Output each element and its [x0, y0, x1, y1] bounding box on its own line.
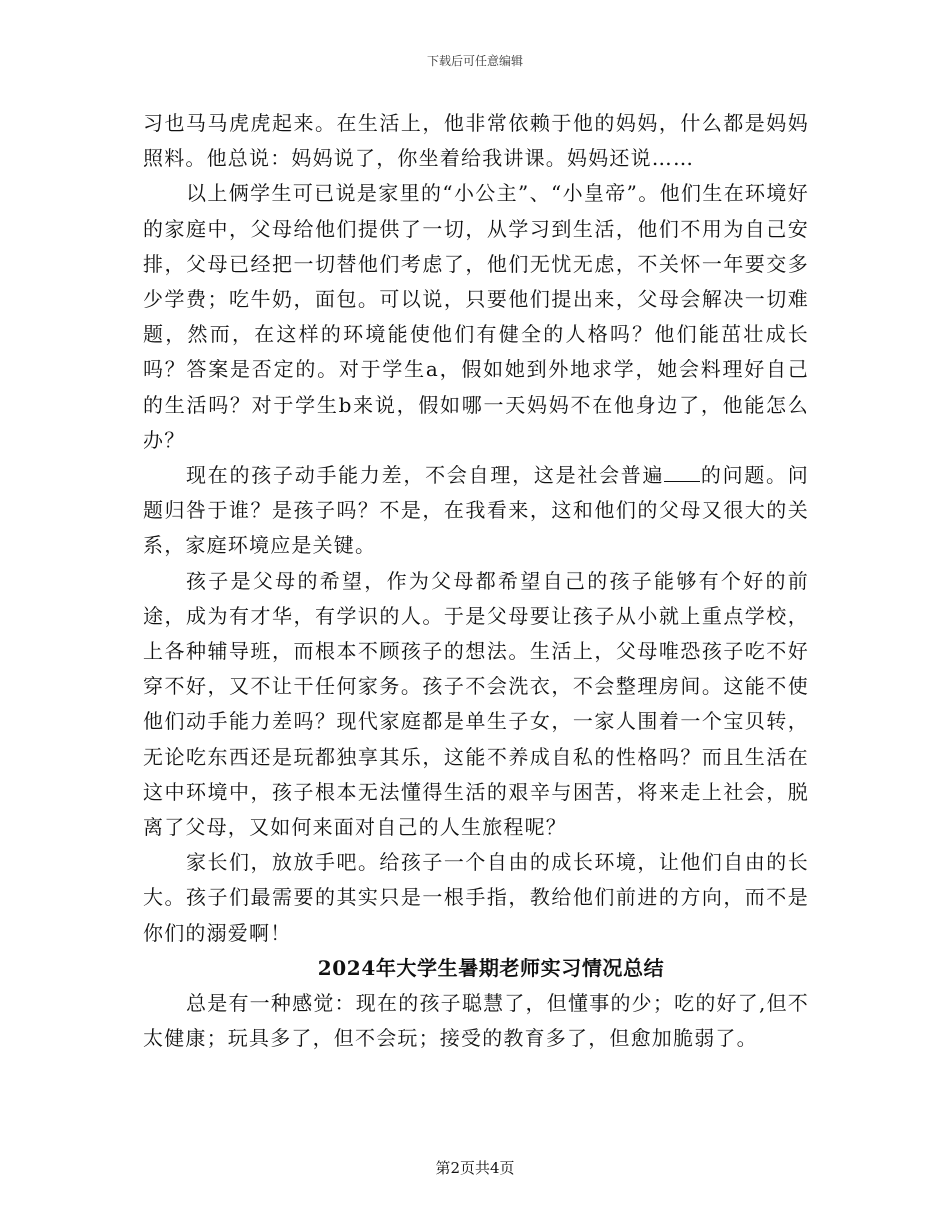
- paragraph-5: 家长们，放放手吧。给孩子一个自由的成长环境，让他们自由的长大。孩子们最需要的其实只是一根手指，教给他们前进的方向，而不是你们的溺爱啊！: [143, 850, 809, 945]
- section-heading: 2024年大学生暑期老师实习情况总结: [317, 955, 665, 980]
- paragraph-3: [143, 458, 809, 564]
- page-header-note: 下载后可任意编辑: [426, 54, 523, 68]
- document-body: [143, 106, 809, 1056]
- page-number: 第2页共4页: [435, 1159, 515, 1177]
- paragraph-2: 以上俩学生可已说是家里的“小公主”、“小皇帝”。他们生在环境好的家庭中，父母给他们提供了一切，从学习到生活，他们不用为自己安排，父母已经把一切替他们考虑了，他们无忧无虑，不关怀一年要交多少学费；吃牛奶，面包。可以说，只要他们提出来，父母会解决一切难题，然而，在这样的环境能使他们有健全的人格吗？他们能茁壮成长吗？答案是否定的。对于学生a，假如她到外地求学，她会料理好自己的生活吗？对于学生b来说，假如哪一天妈妈不在他身边了，他能怎么办？: [143, 181, 809, 452]
- paragraph-4: 孩子是父母的希望，作为父母都希望自己的孩子能够有个好的前途，成为有才华，有学识的人。于是父母要让孩子从小就上重点学校，上各种辅导班，而根本不顾孩子的想法。生活上，父母唯恐孩子吃不好穿不好，又不让干任何家务。孩子不会洗衣，不会整理房间。这能不使他们动手能力差吗？现代家庭都是单生子女，一家人围着一个宝贝转，无论吃东西还是玩都独享其乐，这能不养成自私的性格吗？而且生活在这中环境中，孩子根本无法懂得生活的艰辛与困苦，将来走上社会，脱离了父母，又如何来面对自己的人生旅程呢？: [143, 568, 809, 840]
- paragraph-6: 总是有一种感觉：现在的孩子聪慧了，但懂事的少；吃的好了,但不太健康；玩具多了，但不会玩；接受的教育多了，但愈加脆弱了。: [143, 991, 809, 1051]
- paragraph-3-part-1: 现在的孩子动手能力差，不会自理，这是社会普遍: [186, 463, 665, 488]
- paragraph-3-part-2: 的问题。问题归咎于谁？是孩子吗？不是，在我看来，这和他们的父母又很大的关系，家庭环境应是关键。: [143, 463, 809, 558]
- paragraph-1: 习也马马虎虎起来。在生活上，他非常依赖于他的妈妈，什么都是妈妈照料。他总说：妈妈说了，你坐着给我讲课。妈妈还说……: [143, 111, 809, 171]
- fill-in-blank: [664, 467, 700, 482]
